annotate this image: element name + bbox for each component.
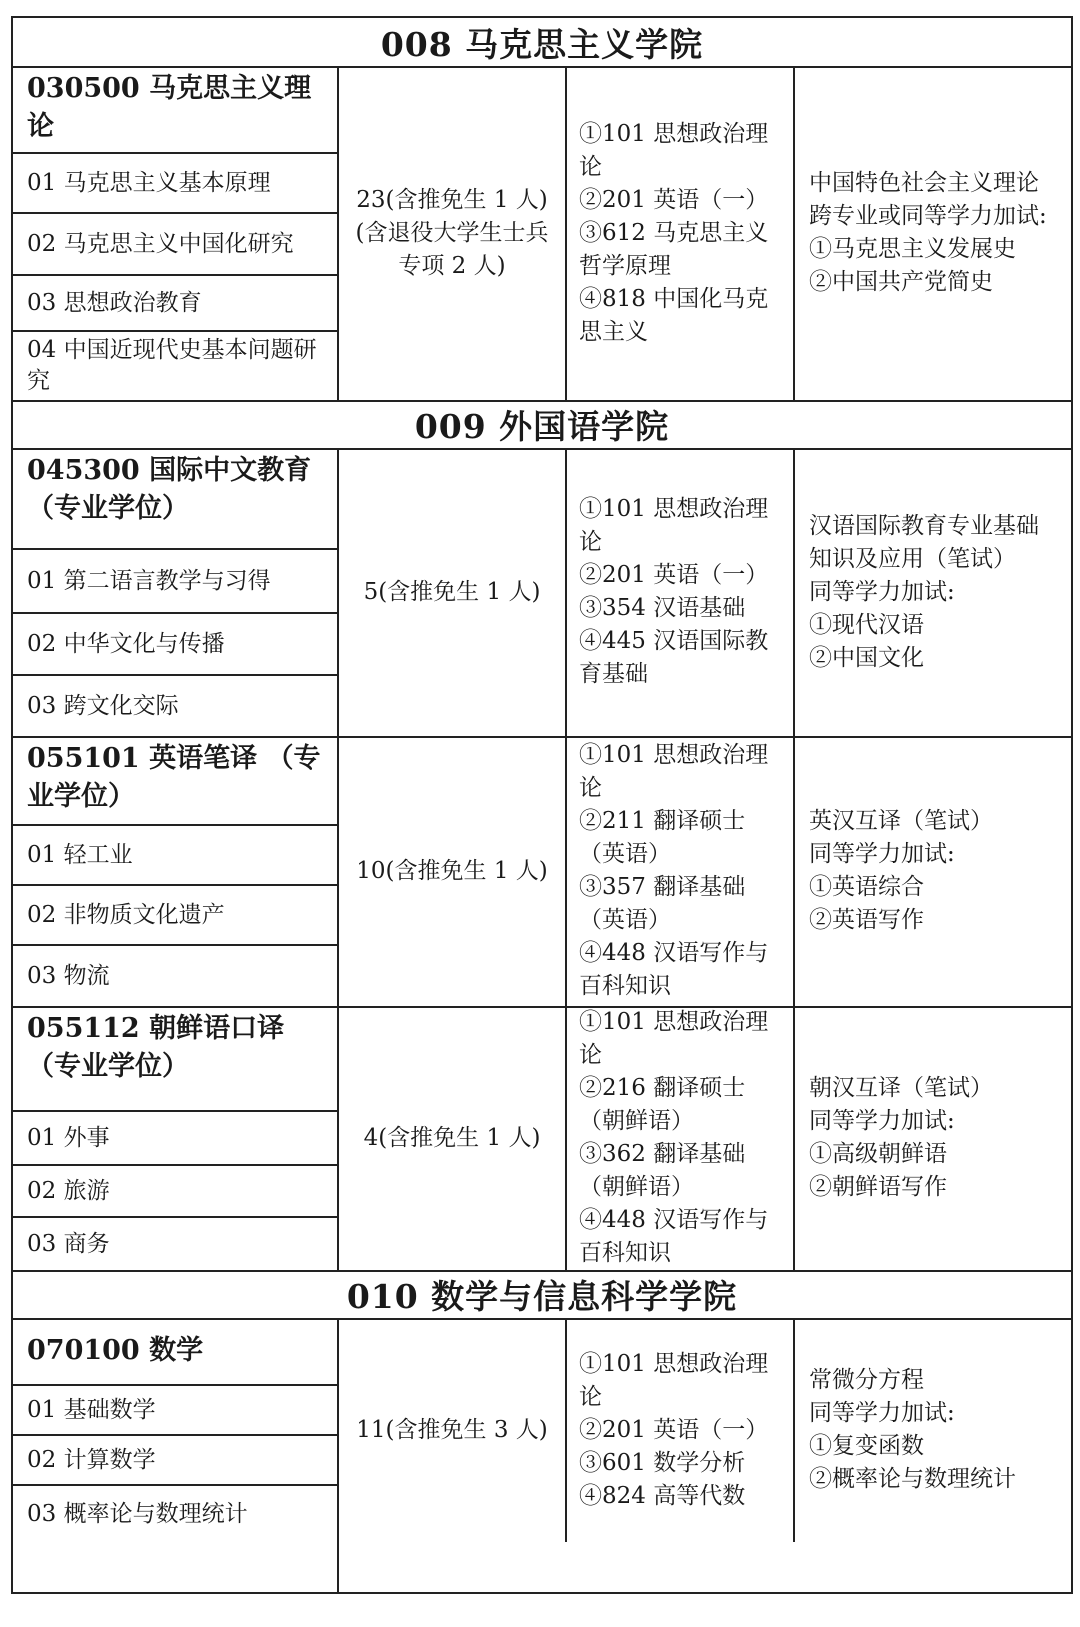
exam-subjects-cell — [567, 1318, 795, 1542]
retest-item: ①高级朝鲜语 — [809, 1141, 947, 1167]
exam-item: ①101 思想政治理论 — [579, 496, 769, 555]
retest-item: ②朝鲜语写作 — [809, 1174, 947, 1200]
retest-item: 常微分方程 — [809, 1367, 924, 1393]
exam-item: ①101 思想政治理论 — [579, 742, 769, 801]
direction-item: 01 马克思主义基本原理 — [13, 152, 337, 212]
exam-item: ②201 英语（一） — [579, 562, 769, 588]
program-row — [13, 1006, 1071, 1272]
exam-item: ②211 翻译硕士（英语） — [579, 808, 746, 867]
retest-subjects-cell — [795, 736, 1071, 1006]
exam-item: ②201 英语（一） — [579, 186, 769, 213]
direction-item: 03 概率论与数理统计 — [13, 1484, 337, 1542]
direction-item: 03 思想政治教育 — [13, 274, 337, 330]
direction-item: 01 基础数学 — [13, 1384, 337, 1434]
exam-item: ①101 思想政治理论 — [579, 120, 769, 180]
major-cell — [13, 66, 339, 400]
exam-item: ④445 汉语国际教育基础 — [579, 628, 769, 687]
exam-item: ①101 思想政治理论 — [579, 1350, 769, 1410]
school-header: 008 马克思主义学院 — [13, 18, 1071, 68]
exam-item: ②216 翻译硕士（朝鲜语） — [579, 1075, 746, 1134]
major-title: 030500 马克思主义理论 — [27, 73, 312, 142]
retest-subjects-cell — [795, 1006, 1071, 1270]
retest-item: 中国特色社会主义理论 — [809, 170, 1039, 196]
quota-text: 5(含推免生 1 人) — [363, 578, 541, 605]
direction-item: 01 第二语言教学与习得 — [13, 548, 337, 612]
retest-item: ①复变函数 — [809, 1433, 924, 1459]
quota-text: 11(含推免生 3 人) — [356, 1416, 548, 1443]
direction-item: 01 轻工业 — [13, 824, 337, 884]
quota-text: 4(含推免生 1 人) — [363, 1124, 541, 1151]
direction-item: 01 外事 — [13, 1110, 337, 1164]
exam-item: ④824 高等代数 — [579, 1482, 746, 1509]
quota-cell — [339, 448, 567, 736]
quota-cell — [339, 66, 567, 400]
direction-item: 02 非物质文化遗产 — [13, 884, 337, 944]
exam-item: ①101 思想政治理论 — [579, 1009, 769, 1068]
quota-cell — [339, 1006, 567, 1270]
direction-item: 04 中国近现代史基本问题研究 — [13, 330, 337, 400]
major-cell — [13, 448, 339, 736]
program-row — [13, 448, 1071, 738]
major-title: 070100 数学 — [27, 1335, 204, 1366]
major-cell — [13, 1006, 339, 1270]
retest-item: 英汉互译（笔试） — [809, 808, 993, 834]
direction-item: 02 中华文化与传播 — [13, 612, 337, 674]
major-cell — [13, 736, 339, 1006]
program-row — [13, 1318, 1071, 1592]
exam-subjects-cell — [567, 448, 795, 736]
exam-item: ④448 汉语写作与百科知识 — [579, 1207, 769, 1266]
retest-item: 同等学力加试: — [809, 578, 955, 605]
quota-cell — [339, 736, 567, 1006]
direction-item: 02 马克思主义中国化研究 — [13, 212, 337, 274]
direction-item: 02 旅游 — [13, 1164, 337, 1216]
retest-item: 汉语国际教育专业基础知识及应用（笔试） — [809, 512, 1039, 572]
exam-subjects-cell — [567, 736, 795, 1006]
exam-item: ③357 翻译基础（英语） — [579, 874, 746, 933]
exam-item: ④448 汉语写作与百科知识 — [579, 940, 769, 999]
retest-item: ②英语写作 — [809, 907, 924, 933]
exam-item: ②201 英语（一） — [579, 1416, 769, 1443]
major-cell — [13, 1318, 339, 1592]
retest-item: 同等学力加试: — [809, 1108, 955, 1134]
program-row — [13, 66, 1071, 402]
retest-item: 同等学力加试: — [809, 1400, 955, 1426]
school-header: 009 外国语学院 — [13, 400, 1071, 450]
admissions-table — [11, 16, 1073, 1594]
major-title: 045300 国际中文教育（专业学位） — [27, 455, 312, 524]
retest-item: 朝汉互译（笔试） — [809, 1075, 993, 1101]
direction-item: 03 跨文化交际 — [13, 674, 337, 736]
direction-item: 02 计算数学 — [13, 1434, 337, 1484]
retest-item: ②中国共产党简史 — [809, 269, 993, 295]
exam-item: ③601 数学分析 — [579, 1449, 746, 1476]
direction-item: 03 物流 — [13, 944, 337, 1006]
major-title: 055112 朝鲜语口译（专业学位） — [27, 1013, 285, 1082]
retest-item: ①马克思主义发展史 — [809, 236, 1016, 262]
retest-item: 同等学力加试: — [809, 841, 955, 867]
school-header: 010 数学与信息科学学院 — [13, 1270, 1071, 1320]
quota-text: 23(含推免生 1 人)(含退役大学生士兵专项 2 人) — [355, 186, 549, 279]
quota-cell — [339, 1318, 567, 1542]
retest-item: 跨专业或同等学力加试: — [809, 203, 1047, 229]
retest-subjects-cell — [795, 66, 1071, 400]
program-row — [13, 736, 1071, 1008]
retest-item: ②概率论与数理统计 — [809, 1466, 1016, 1492]
major-title: 055101 英语笔译 （专业学位） — [27, 743, 321, 812]
retest-item: ①英语综合 — [809, 874, 924, 900]
exam-item: ③362 翻译基础（朝鲜语） — [579, 1141, 746, 1200]
exam-subjects-cell — [567, 66, 795, 400]
retest-subjects-cell — [795, 1318, 1071, 1542]
exam-subjects-cell — [567, 1006, 795, 1270]
direction-item: 03 商务 — [13, 1216, 337, 1270]
exam-item: ③354 汉语基础 — [579, 595, 746, 621]
quota-text: 10(含推免生 1 人) — [356, 857, 548, 884]
retest-item: ②中国文化 — [809, 644, 924, 671]
exam-item: ④818 中国化马克思主义 — [579, 285, 769, 345]
exam-item: ③612 马克思主义哲学原理 — [579, 219, 769, 279]
retest-item: ①现代汉语 — [809, 611, 924, 638]
retest-subjects-cell — [795, 448, 1071, 736]
